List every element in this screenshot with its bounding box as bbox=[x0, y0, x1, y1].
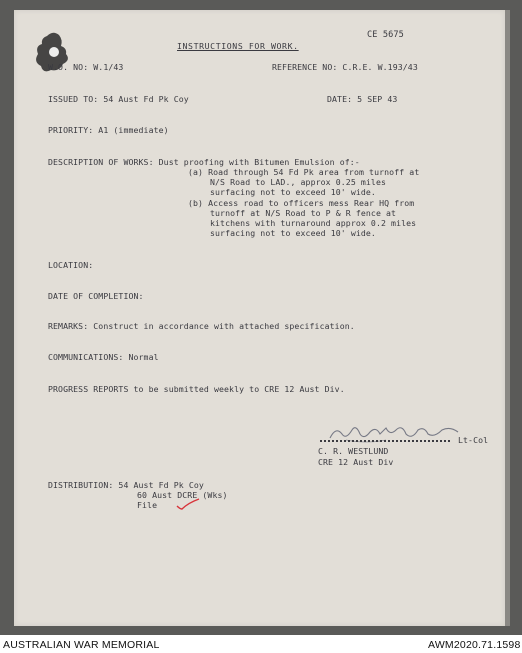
priority: PRIORITY: A1 (immediate) bbox=[48, 125, 169, 135]
signatory-name: C. R. WESTLUND bbox=[318, 446, 389, 456]
distribution-line: File bbox=[137, 500, 158, 510]
archive-credit: AUSTRALIAN WAR MEMORIAL bbox=[3, 639, 160, 651]
description-line: surfacing not to exceed 10' wide. bbox=[210, 187, 376, 197]
location-field: LOCATION: bbox=[48, 260, 94, 270]
signature-line bbox=[320, 440, 450, 444]
distribution-line: DISTRIBUTION: 54 Aust Fd Pk Coy bbox=[48, 480, 204, 490]
red-tick-icon bbox=[176, 497, 200, 511]
description-line: N/S Road to LAD., approx 0.25 miles bbox=[210, 177, 387, 187]
catalogue-number: AWM2020.71.1598 bbox=[428, 639, 521, 651]
description-line: turnoff at N/S Road to P & R fence at bbox=[210, 208, 397, 218]
work-order-number: W.O. NO: W.1/43 bbox=[48, 62, 124, 72]
distribution-line: 60 Aust DCRE (Wks) bbox=[137, 490, 228, 500]
description-line: kitchens with turnaround approx 0.2 miles bbox=[210, 218, 417, 228]
paper-edge bbox=[505, 10, 510, 626]
remarks: REMARKS: Construct in accordance with attached specification. bbox=[48, 321, 355, 331]
progress-reports: PROGRESS REPORTS to be submitted weekly to CRE 12 Aust Div. bbox=[48, 384, 345, 394]
description-line: surfacing not to exceed 10' wide. bbox=[210, 228, 376, 238]
communications: COMMUNICATIONS: Normal bbox=[48, 352, 159, 362]
description-line: DESCRIPTION OF WORKS: Dust proofing with Bitumen Emulsion of:- bbox=[48, 157, 360, 167]
description-line: (b) Access road to officers mess Rear HQ from bbox=[188, 198, 415, 208]
signatory-rank: Lt-Col bbox=[458, 435, 489, 445]
description-line: (a) Road through 54 Fd Pk area from turnoff at bbox=[188, 167, 420, 177]
issued-to: ISSUED TO: 54 Aust Fd Pk Coy bbox=[48, 94, 189, 104]
signatory-appointment: CRE 12 Aust Div bbox=[318, 457, 394, 467]
reference-number: REFERENCE NO: C.R.E. W.193/43 bbox=[272, 62, 418, 72]
document-title: INSTRUCTIONS FOR WORK. bbox=[177, 41, 299, 51]
completion-date-field: DATE OF COMPLETION: bbox=[48, 291, 144, 301]
issue-date: DATE: 5 SEP 43 bbox=[327, 94, 398, 104]
reference-stamp: CE 5675 bbox=[367, 30, 404, 40]
